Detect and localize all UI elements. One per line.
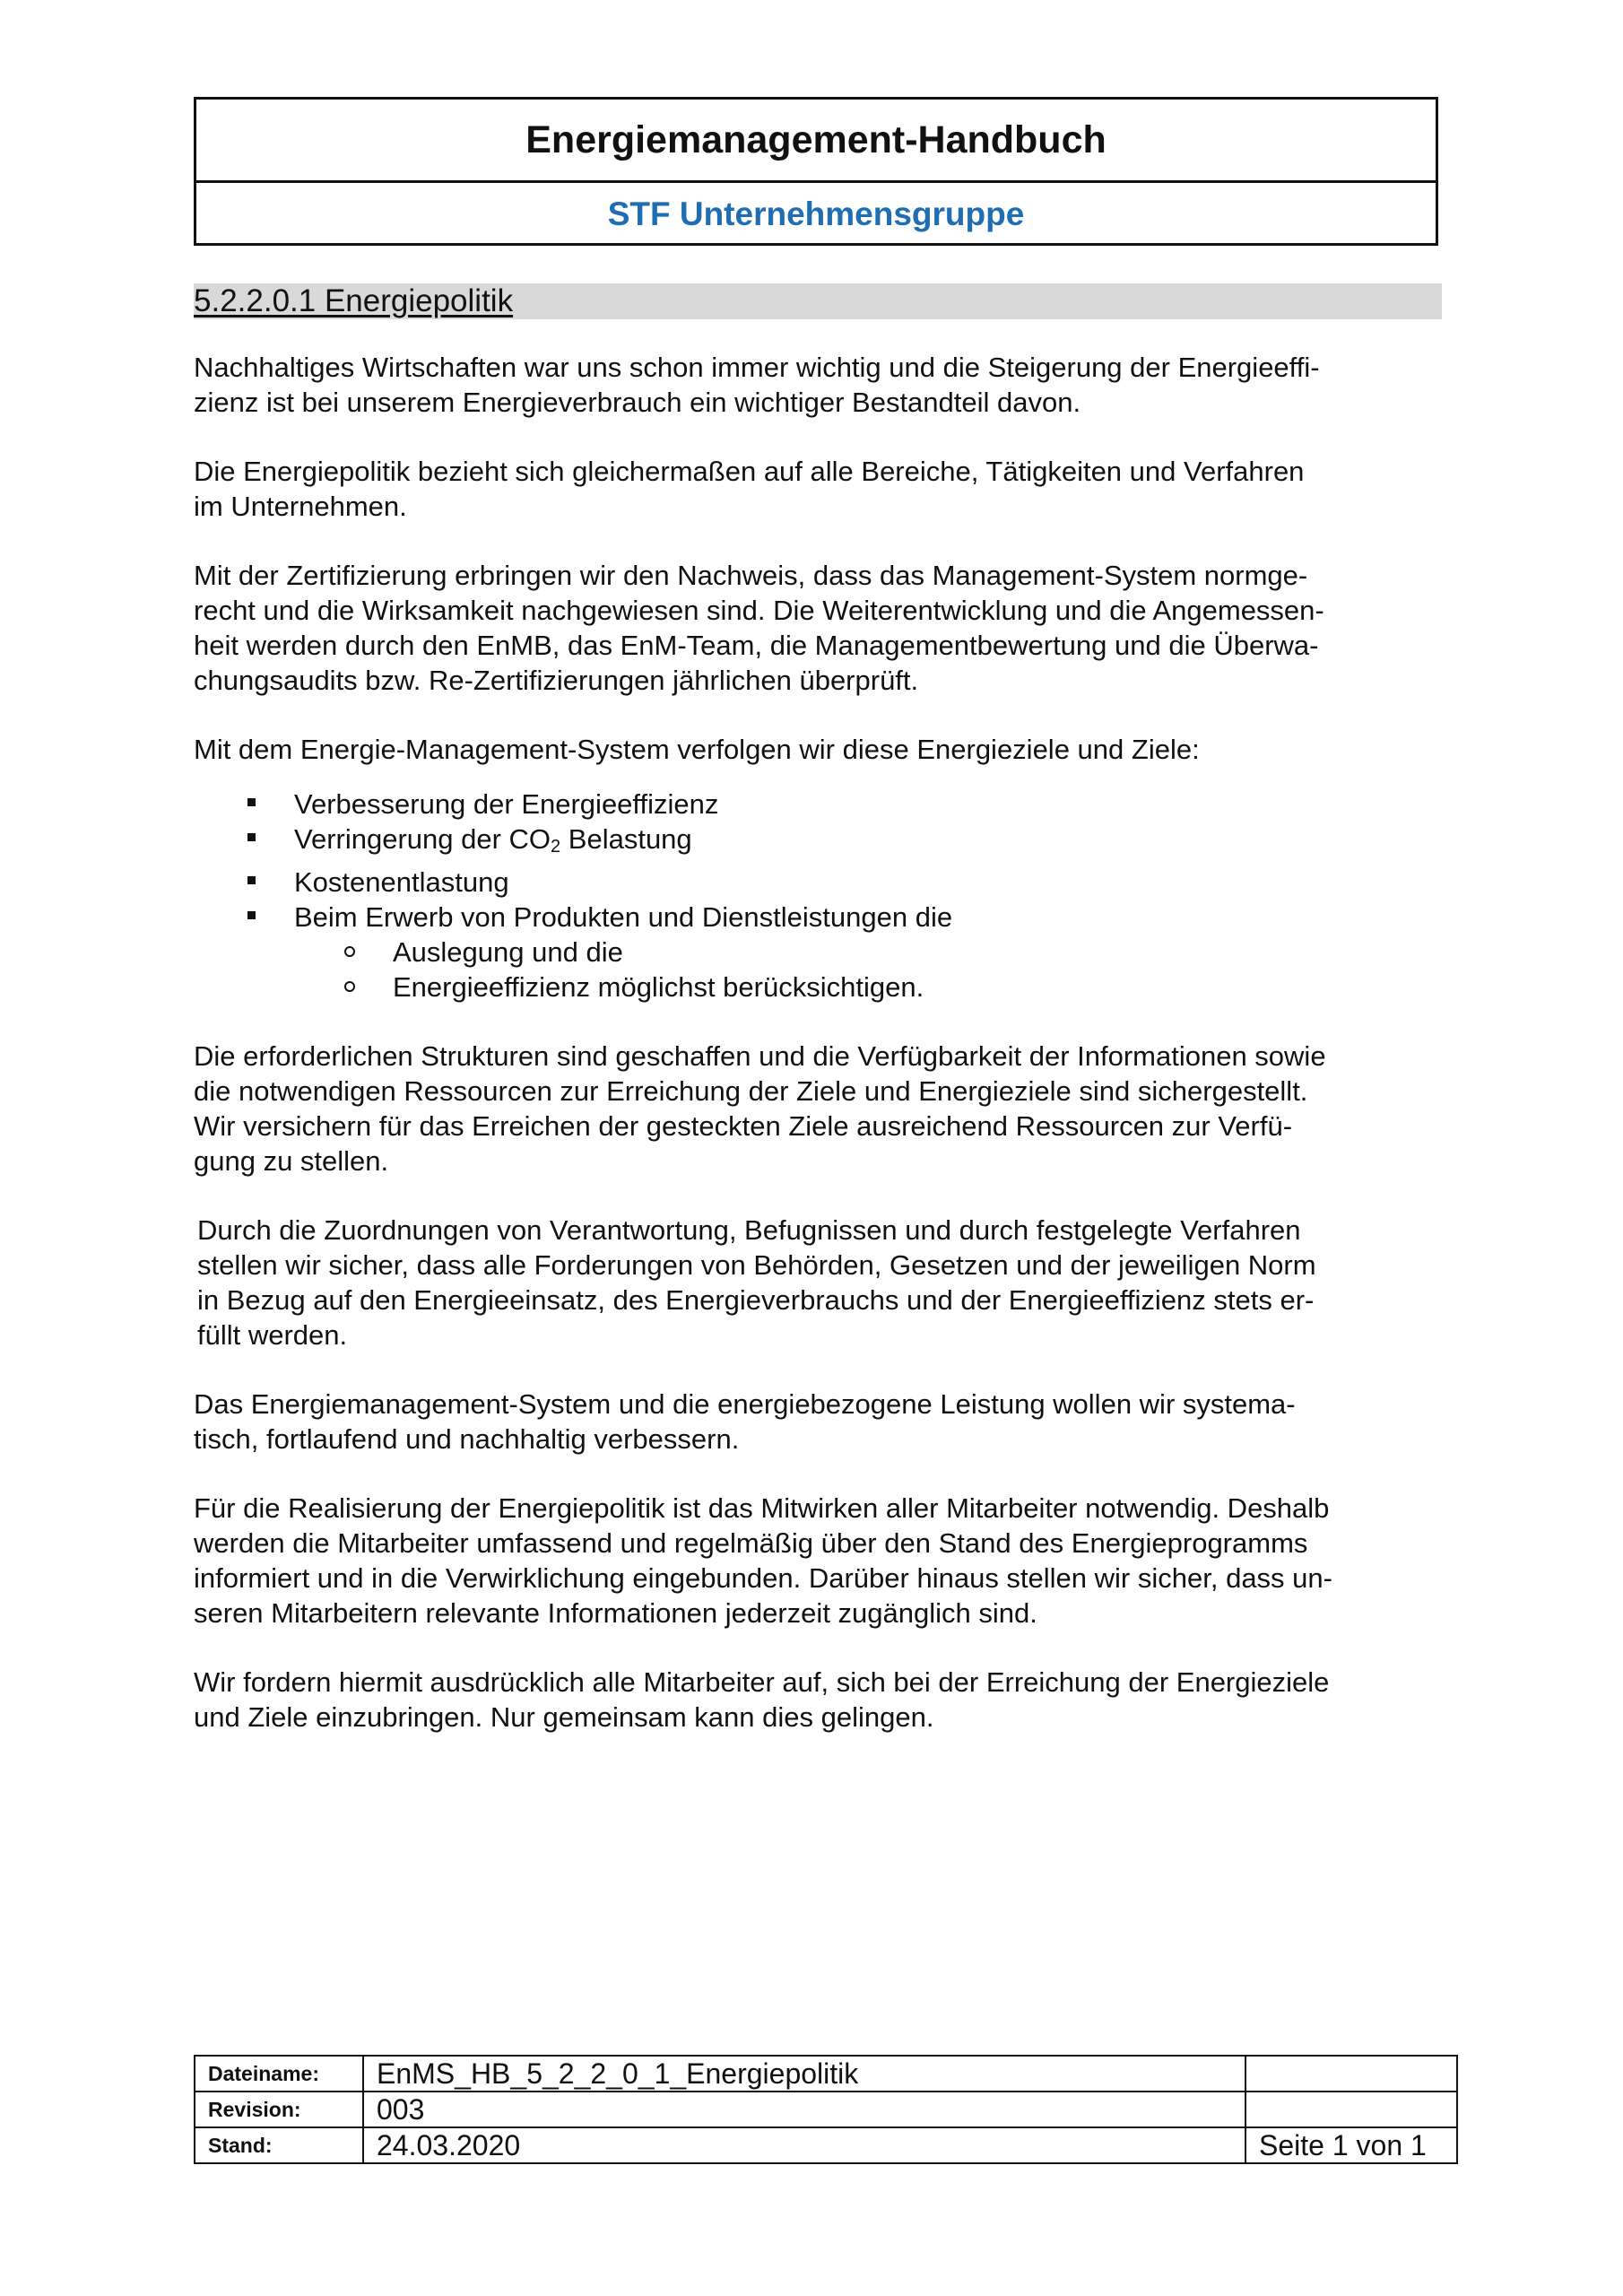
- text-line: gung zu stellen.: [194, 1145, 389, 1177]
- list-item: [194, 787, 1449, 822]
- square-bullet-icon: [247, 798, 256, 806]
- sublist-container: [194, 935, 1449, 1004]
- paragraph-responsibilities: [194, 1213, 1449, 1352]
- paragraph-intro: [194, 350, 1449, 420]
- text-line: Durch die Zuordnungen von Verantwortung, Befugnissen und durch festgelegte Verfahren: [197, 1214, 1301, 1246]
- text-line: die notwendigen Ressourcen zur Erreichung der Ziele und Energieziele sind sichergestellt.: [194, 1075, 1308, 1107]
- sublist-item: [194, 970, 1449, 1004]
- section-heading-text: 5.2.2.0.1 Energiepolitik: [194, 283, 514, 318]
- sublist-item: [194, 935, 1449, 970]
- company-name: STF Unternehmensgruppe: [607, 196, 1025, 232]
- paragraph-improvement: [194, 1387, 1449, 1457]
- text-line: Mit dem Energie-Management-System verfolgen wir diese Energieziele und Ziele:: [194, 734, 1200, 765]
- filename-value: EnMS_HB_5_2_2_0_1_Energiepolitik: [363, 2056, 1245, 2092]
- square-bullet-icon: [247, 876, 256, 884]
- text-line: im Unternehmen.: [194, 491, 407, 522]
- document-body: [194, 350, 1449, 1769]
- text-line: informiert und in die Verwirklichung eingebunden. Darüber hinaus stellen wir sicher, dass un-: [194, 1562, 1332, 1594]
- text-line: füllt werden.: [197, 1319, 348, 1351]
- text-line: chungsaudits bzw. Re-Zertifizierungen jährlichen überprüft.: [194, 665, 919, 696]
- text-line: Die Energiepolitik bezieht sich gleichermaßen auf alle Bereiche, Tätigkeiten und Verfahren: [194, 456, 1305, 487]
- list-item: [194, 865, 1449, 900]
- empty-cell: [1245, 2056, 1457, 2092]
- text-line: Die erforderlichen Strukturen sind geschaffen und die Verfügbarkeit der Informationen sowie: [194, 1040, 1326, 1072]
- text-line: Nachhaltiges Wirtschaften war uns schon immer wichtig und die Steigerung der Energieeffi-: [194, 352, 1320, 383]
- paragraph-goals-intro: [194, 732, 1449, 767]
- table-row: [195, 2056, 1457, 2092]
- page-number: Seite 1 von 1: [1245, 2127, 1457, 2163]
- goals-list: [194, 787, 1449, 1004]
- sublist-item-text: Auslegung und die: [393, 936, 623, 968]
- text-line: Das Energiemanagement-System und die energiebezogene Leistung wollen wir systema-: [194, 1388, 1296, 1420]
- sub-goals-list: [194, 935, 1449, 1004]
- revision-value: 003: [363, 2092, 1245, 2127]
- text-line: Wir versichern für das Erreichen der gesteckten Ziele ausreichend Ressourcen zur Verfü-: [194, 1110, 1293, 1142]
- paragraph-call-to-action: [194, 1665, 1449, 1735]
- stand-value: 24.03.2020: [363, 2127, 1245, 2163]
- list-item-text-post: Belastung: [560, 823, 692, 855]
- section-heading: [194, 283, 1442, 319]
- document-footer-table: [194, 2055, 1458, 2164]
- subscript-text: 2: [551, 837, 561, 857]
- text-line: heit werden durch den EnMB, das EnM-Team, die Managementbewertung und die Überwa-: [194, 630, 1319, 661]
- text-line: und Ziele einzubringen. Nur gemeinsam kann dies gelingen.: [194, 1701, 934, 1733]
- text-line: tisch, fortlaufend und nachhaltig verbessern.: [194, 1423, 740, 1455]
- filename-label: Dateiname:: [195, 2056, 363, 2092]
- text-line: seren Mitarbeitern relevante Informationen jederzeit zugänglich sind.: [194, 1597, 1037, 1629]
- table-row: [195, 2092, 1457, 2127]
- text-line: Mit der Zertifizierung erbringen wir den Nachweis, dass das Management-System normge-: [194, 560, 1308, 591]
- table-row: [195, 2127, 1457, 2163]
- sublist-item-text: Energieeffizienz möglichst berücksichtigen.: [393, 971, 924, 1003]
- square-bullet-icon: [247, 833, 256, 841]
- document-title: Energiemanagement-Handbuch: [196, 100, 1436, 183]
- text-line: in Bezug auf den Energieeinsatz, des Energieverbrauchs und der Energieeffizienz stets er-: [197, 1284, 1315, 1316]
- text-line: Für die Realisierung der Energiepolitik ist das Mitwirken aller Mitarbeiter notwendig. Deshalb: [194, 1492, 1330, 1524]
- text-line: recht und die Wirksamkeit nachgewiesen sind. Die Weiterentwicklung und die Angemessen-: [194, 595, 1324, 626]
- list-item-text: Kostenentlastung: [294, 866, 509, 898]
- list-item-text-pre: Verringerung der CO: [294, 823, 551, 855]
- paragraph-scope: [194, 454, 1449, 524]
- paragraph-certification: [194, 558, 1449, 698]
- document-header: [194, 97, 1438, 246]
- text-line: werden die Mitarbeiter umfassend und regelmäßig über den Stand des Energieprogramms: [194, 1527, 1308, 1559]
- list-item: [194, 822, 1449, 865]
- text-line: zienz ist bei unserem Energieverbrauch ein wichtiger Bestandteil davon.: [194, 387, 1081, 418]
- circle-bullet-icon: [344, 946, 355, 957]
- text-line: Wir fordern hiermit ausdrücklich alle Mitarbeiter auf, sich bei der Erreichung der Energieziele: [194, 1666, 1330, 1698]
- square-bullet-icon: [247, 911, 256, 919]
- list-item-text: Beim Erwerb von Produkten und Dienstleistungen die: [294, 901, 953, 933]
- stand-label: Stand:: [195, 2127, 363, 2163]
- paragraph-employees: [194, 1491, 1449, 1631]
- text-line: stellen wir sicher, dass alle Forderungen von Behörden, Gesetzen und der jeweiligen Norm: [197, 1249, 1316, 1281]
- revision-label: Revision:: [195, 2092, 363, 2127]
- list-item: [194, 900, 1449, 935]
- paragraph-resources: [194, 1039, 1449, 1178]
- empty-cell: [1245, 2092, 1457, 2127]
- list-item-text: Verbesserung der Energieeffizienz: [294, 788, 719, 820]
- circle-bullet-icon: [344, 981, 355, 992]
